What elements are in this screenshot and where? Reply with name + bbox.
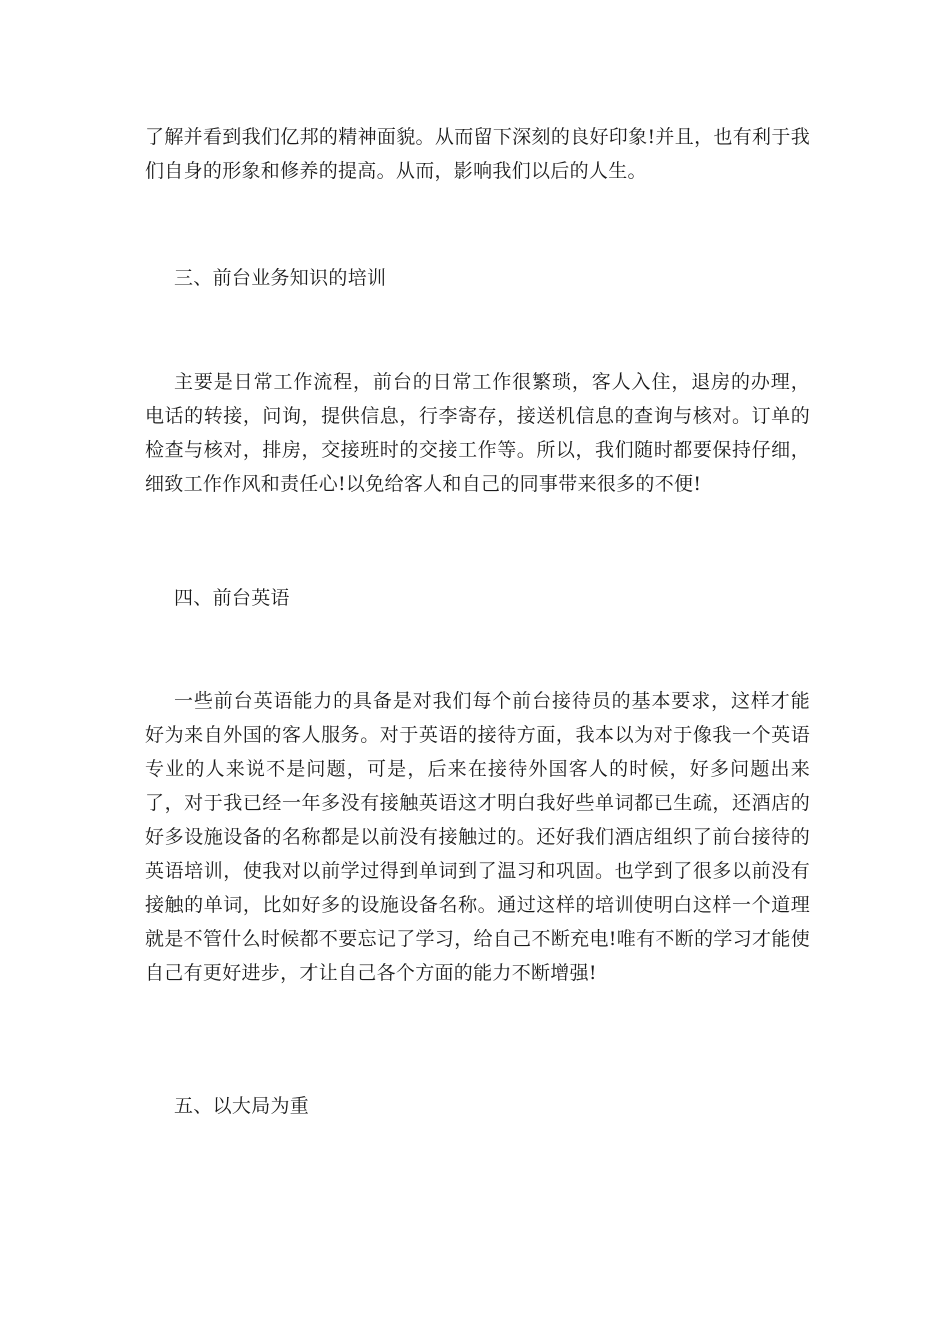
section-heading-5: 五、以大局为重: [174, 1095, 310, 1117]
section-heading-4: 四、前台英语: [174, 587, 290, 609]
paragraph-continuation: 了解并看到我们亿邦的精神面貌。从而留下深刻的良好印象!并且，也有利于我们自身的形象和修养的提高。从而，影响我们以后的人生。: [145, 126, 810, 182]
paragraph-front-desk-english: 一些前台英语能力的具备是对我们每个前台接待员的基本要求，这样才能好为来自外国的客人服务。对于英语的接待方面，我本以为对于像我一个英语专业的人来说不是问题，可是，后来在接待外国客人的时候，好多问题出来了，对于我已经一年多没有接触英语这才明白我好些单词都已生疏，还酒店的好多设施设备的名称都是以前没有接触过的。还好我们酒店组织了前台接待的英语培训，使我对以前学过得到单词到了温习和巩固。也学到了很多以前没有接触的单词，比如好多的设施设备名称。通过这样的培训使明白这样一个道理就是不管什么时候都不要忘记了学习，给自己不断充电!唯有不断的学习才能使自己有更好进步，才让自己各个方面的能力不断增强!: [145, 690, 810, 984]
paragraph-front-desk-workflow: 主要是日常工作流程，前台的日常工作很繁琐，客人入住，退房的办理，电话的转接，问询，提供信息，行李寄存，接送机信息的查询与核对。订单的检查与核对，排房，交接班时的交接工作等。所以，我们随时都要保持仔细，细致工作作风和责任心!以免给客人和自己的同事带来很多的不便!: [145, 371, 810, 495]
section-heading-3: 三、前台业务知识的培训: [174, 267, 387, 289]
